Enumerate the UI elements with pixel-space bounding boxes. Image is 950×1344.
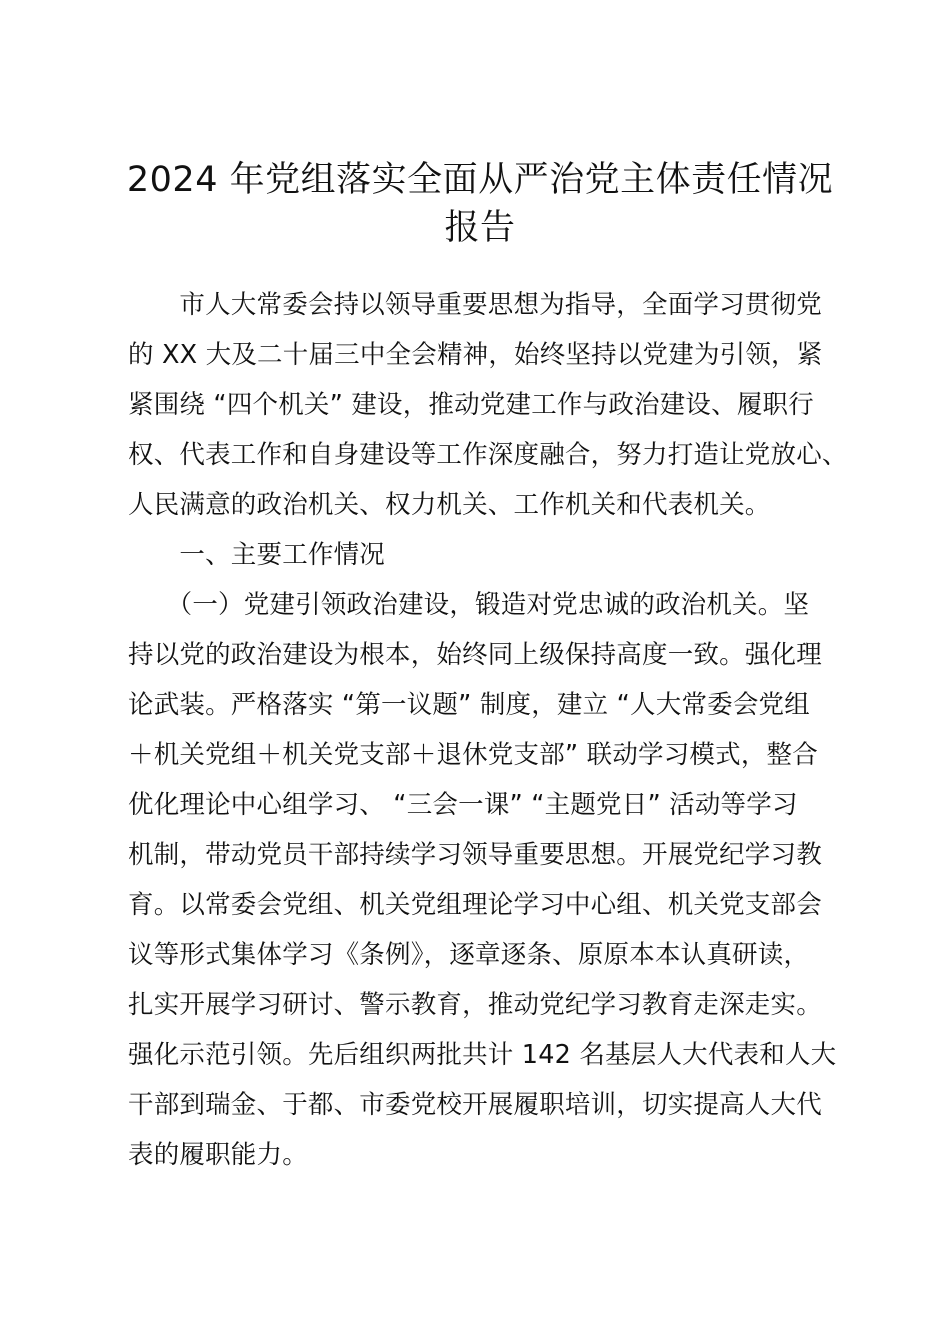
paragraph-line: 的 XX 大及二十届三中全会精神，始终坚持以党建为引领，紧 <box>128 340 823 370</box>
paragraph-line: 干部到瑞金、于都、市委党校开展履职培训，切实提高人大代 <box>128 1090 822 1120</box>
paragraph-line: （一）党建引领政治建设，锻造对党忠诚的政治机关。坚 <box>128 590 810 620</box>
paragraph-line: 表的履职能力。 <box>128 1140 308 1170</box>
paragraph-line: 人民满意的政治机关、权力机关、工作机关和代表机关。 <box>128 490 771 520</box>
paragraph-line: 议等形式集体学习《条例》，逐章逐条、原原本本认真研读， <box>128 940 810 970</box>
paragraph-line: 优化理论中心组学习、 “三会一课” “主题党日” 活动等学习 <box>128 790 798 820</box>
paragraph-line: 强化示范引领。先后组织两批共计 142 名基层人大代表和人大 <box>128 1040 837 1070</box>
document-title-line-2: 报告 <box>444 208 516 248</box>
paragraph-line: 论武装。严格落实 “第一议题” 制度，建立 “人大常委会党组 <box>128 690 810 720</box>
paragraph-line: 市人大常委会持以领导重要思想为指导，全面学习贯彻党 <box>128 290 822 320</box>
paragraph-line: ＋机关党组＋机关党支部＋退休党支部” 联动学习模式，整合 <box>128 740 818 770</box>
paragraph-line: 权、代表工作和自身建设等工作深度融合，努力打造让党放心、 <box>128 440 848 470</box>
document-title-line-1: 2024 年党组落实全面从严治党主体责任情况 <box>126 160 834 200</box>
paragraph-line: 紧围绕 “四个机关” 建设，推动党建工作与政治建设、履职行 <box>128 390 814 420</box>
paragraph-line: 育。以常委会党组、机关党组理论学习中心组、机关党支部会 <box>128 890 822 920</box>
paragraph-line: 持以党的政治建设为根本，始终同上级保持高度一致。强化理 <box>128 640 822 670</box>
paragraph-line: 扎实开展学习研讨、警示教育，推动党纪学习教育走深走实。 <box>128 990 822 1020</box>
paragraph-line: 机制，带动党员干部持续学习领导重要思想。开展党纪学习教 <box>128 840 822 870</box>
section-heading: 一、主要工作情况 <box>128 540 386 570</box>
